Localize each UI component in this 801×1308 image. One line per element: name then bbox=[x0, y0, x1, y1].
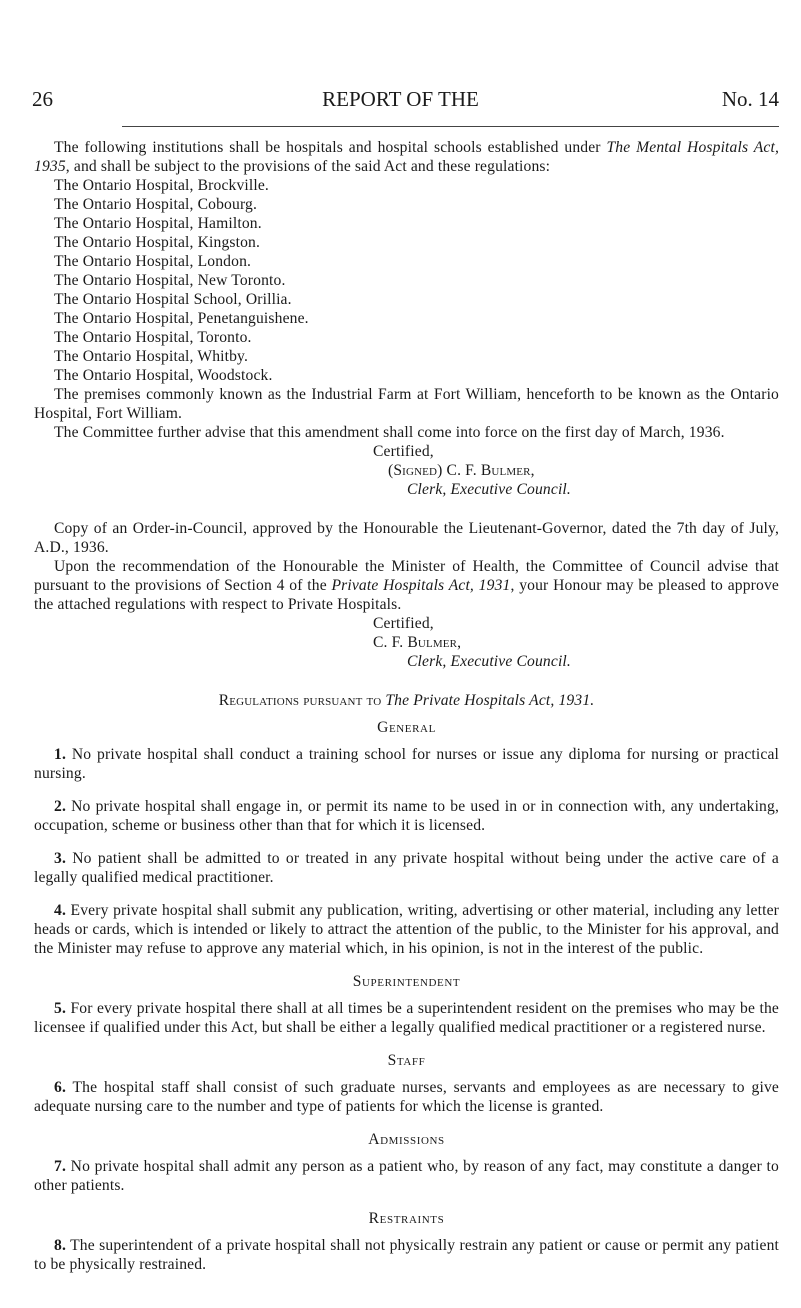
rule-number: 1. bbox=[54, 746, 66, 763]
certified-label: Certified, bbox=[373, 443, 434, 460]
list-item: The Ontario Hospital, Kingston. bbox=[54, 234, 261, 251]
document-body bbox=[34, 138, 779, 1274]
order-in-council-paragraph: Copy of an Order-in-Council, approved by the Honourable the Lieutenant-Governor, dated the 7th day of July, A.D., 1936. bbox=[34, 520, 779, 556]
intro-act-name: The Mental Hospitals Act, 1935 bbox=[34, 139, 780, 175]
rule-text: For every private hospital there shall at all times be a superintendent resident on the premises who may be the licensee if qualified under this Act, but shall be either a legally qualified medical practitioner or a registered nurse. bbox=[34, 1000, 779, 1036]
intro-text: The following institutions shall be hospitals and hospital schools established under bbox=[54, 139, 607, 156]
rule-text: No private hospital shall engage in, or permit its name to be used in or in connection with, any undertaking, occupation, scheme or business other than that for which it is licensed. bbox=[34, 798, 779, 834]
clerk-title-2 bbox=[34, 652, 779, 671]
rule-4 bbox=[34, 901, 779, 958]
rule-text: No private hospital shall conduct a training school for nurses or issue any diploma for nursing or practical nursing. bbox=[34, 746, 779, 782]
list-item: The Ontario Hospital School, Orillia. bbox=[54, 291, 292, 308]
header-rule bbox=[122, 126, 779, 127]
report-number: No. 14 bbox=[721, 87, 779, 111]
rule-number: 4. bbox=[54, 902, 66, 919]
section-heading-general: General bbox=[377, 719, 436, 736]
regulations-act-name: The Private Hospitals Act, 1931. bbox=[385, 692, 595, 709]
page-number: 26 bbox=[32, 87, 53, 111]
regulations-title bbox=[34, 691, 779, 710]
institutions-list bbox=[34, 176, 779, 385]
rule-text: No patient shall be admitted to or treated in any private hospital without being under the active care of a legally qualified medical practitioner. bbox=[34, 850, 779, 886]
clerk-title-text: Clerk, Executive Council. bbox=[407, 481, 571, 498]
rule-5 bbox=[34, 999, 779, 1037]
rule-number: 7. bbox=[54, 1158, 66, 1175]
list-item: The Ontario Hospital, Cobourg. bbox=[54, 196, 258, 213]
recommendation-act-name: Private Hospitals Act, 1931 bbox=[331, 577, 511, 594]
rule-6 bbox=[34, 1078, 779, 1116]
rule-number: 2. bbox=[54, 798, 66, 815]
recommendation-text: Upon the recommendation of the Honourable the Minister of Health, the Committee of Council advise that pursuant to the provisions of Section 4 of the bbox=[34, 558, 779, 594]
signature-line: (Signed) C. F. Bulmer, bbox=[388, 462, 535, 479]
recommendation-paragraph bbox=[34, 557, 779, 614]
certified-label-2: Certified, bbox=[373, 615, 434, 632]
list-item: The Ontario Hospital, Hamilton. bbox=[54, 215, 262, 232]
rule-7 bbox=[34, 1157, 779, 1195]
rule-number: 5. bbox=[54, 1000, 66, 1017]
premises-paragraph: The premises commonly known as the Industrial Farm at Fort William, henceforth to be known as the Ontario Hospital, Fort William. bbox=[34, 386, 779, 422]
clerk-title bbox=[34, 480, 779, 499]
rule-1 bbox=[34, 745, 779, 783]
rule-text: No private hospital shall admit any person as a patient who, by reason of any fact, may constitute a danger to other patients. bbox=[34, 1158, 779, 1194]
section-heading-superintendent: Superintendent bbox=[352, 973, 461, 990]
intro-paragraph bbox=[34, 138, 779, 176]
list-item: The Ontario Hospital, New Toronto. bbox=[54, 272, 286, 289]
committee-paragraph: The Committee further advise that this amendment shall come into force on the first day of March, 1936. bbox=[54, 424, 725, 441]
list-item: The Ontario Hospital, Woodstock. bbox=[54, 367, 273, 384]
recommendation-text-end: , your Honour may be pleased to approve the attached regulations with respect to Private Hospitals. bbox=[34, 577, 779, 613]
section-heading-admissions: Admissions bbox=[368, 1131, 445, 1148]
rule-number: 8. bbox=[54, 1237, 66, 1254]
list-item: The Ontario Hospital, Penetanguishene. bbox=[54, 310, 309, 327]
rule-3 bbox=[34, 849, 779, 887]
section-heading-restraints: Restraints bbox=[368, 1210, 445, 1227]
signature-line-2: C. F. Bulmer, bbox=[373, 634, 462, 651]
rule-number: 3. bbox=[54, 850, 66, 867]
rule-2 bbox=[34, 797, 779, 835]
clerk-title-2-text: Clerk, Executive Council. bbox=[407, 653, 571, 670]
list-item: The Ontario Hospital, Toronto. bbox=[54, 329, 252, 346]
running-title: REPORT OF THE bbox=[322, 87, 479, 111]
list-item: The Ontario Hospital, London. bbox=[54, 253, 252, 270]
rule-text: Every private hospital shall submit any publication, writing, advertising or other material, including any letter heads or cards, which is intended or likely to attract the attention of the public, to the Minister for his approval, and the Minister may refuse to approve any material which, in his opinion, is not in the interest of the public. bbox=[34, 902, 779, 957]
rule-8 bbox=[34, 1236, 779, 1274]
regulations-title-text: Regulations pursuant to bbox=[218, 692, 386, 709]
rule-text: The hospital staff shall consist of such graduate nurses, servants and employees as are necessary to give adequate nursing care to the number and type of patients for which the license is granted. bbox=[34, 1079, 779, 1115]
section-heading-staff: Staff bbox=[387, 1052, 426, 1069]
list-item: The Ontario Hospital, Brockville. bbox=[54, 177, 269, 194]
intro-text-end: , and shall be subject to the provisions of the said Act and these regulations: bbox=[65, 158, 551, 175]
rule-number: 6. bbox=[54, 1079, 66, 1096]
list-item: The Ontario Hospital, Whitby. bbox=[54, 348, 249, 365]
rule-text: The superintendent of a private hospital shall not physically restrain any patient or cause or permit any patient to be physically restrained. bbox=[34, 1237, 779, 1273]
